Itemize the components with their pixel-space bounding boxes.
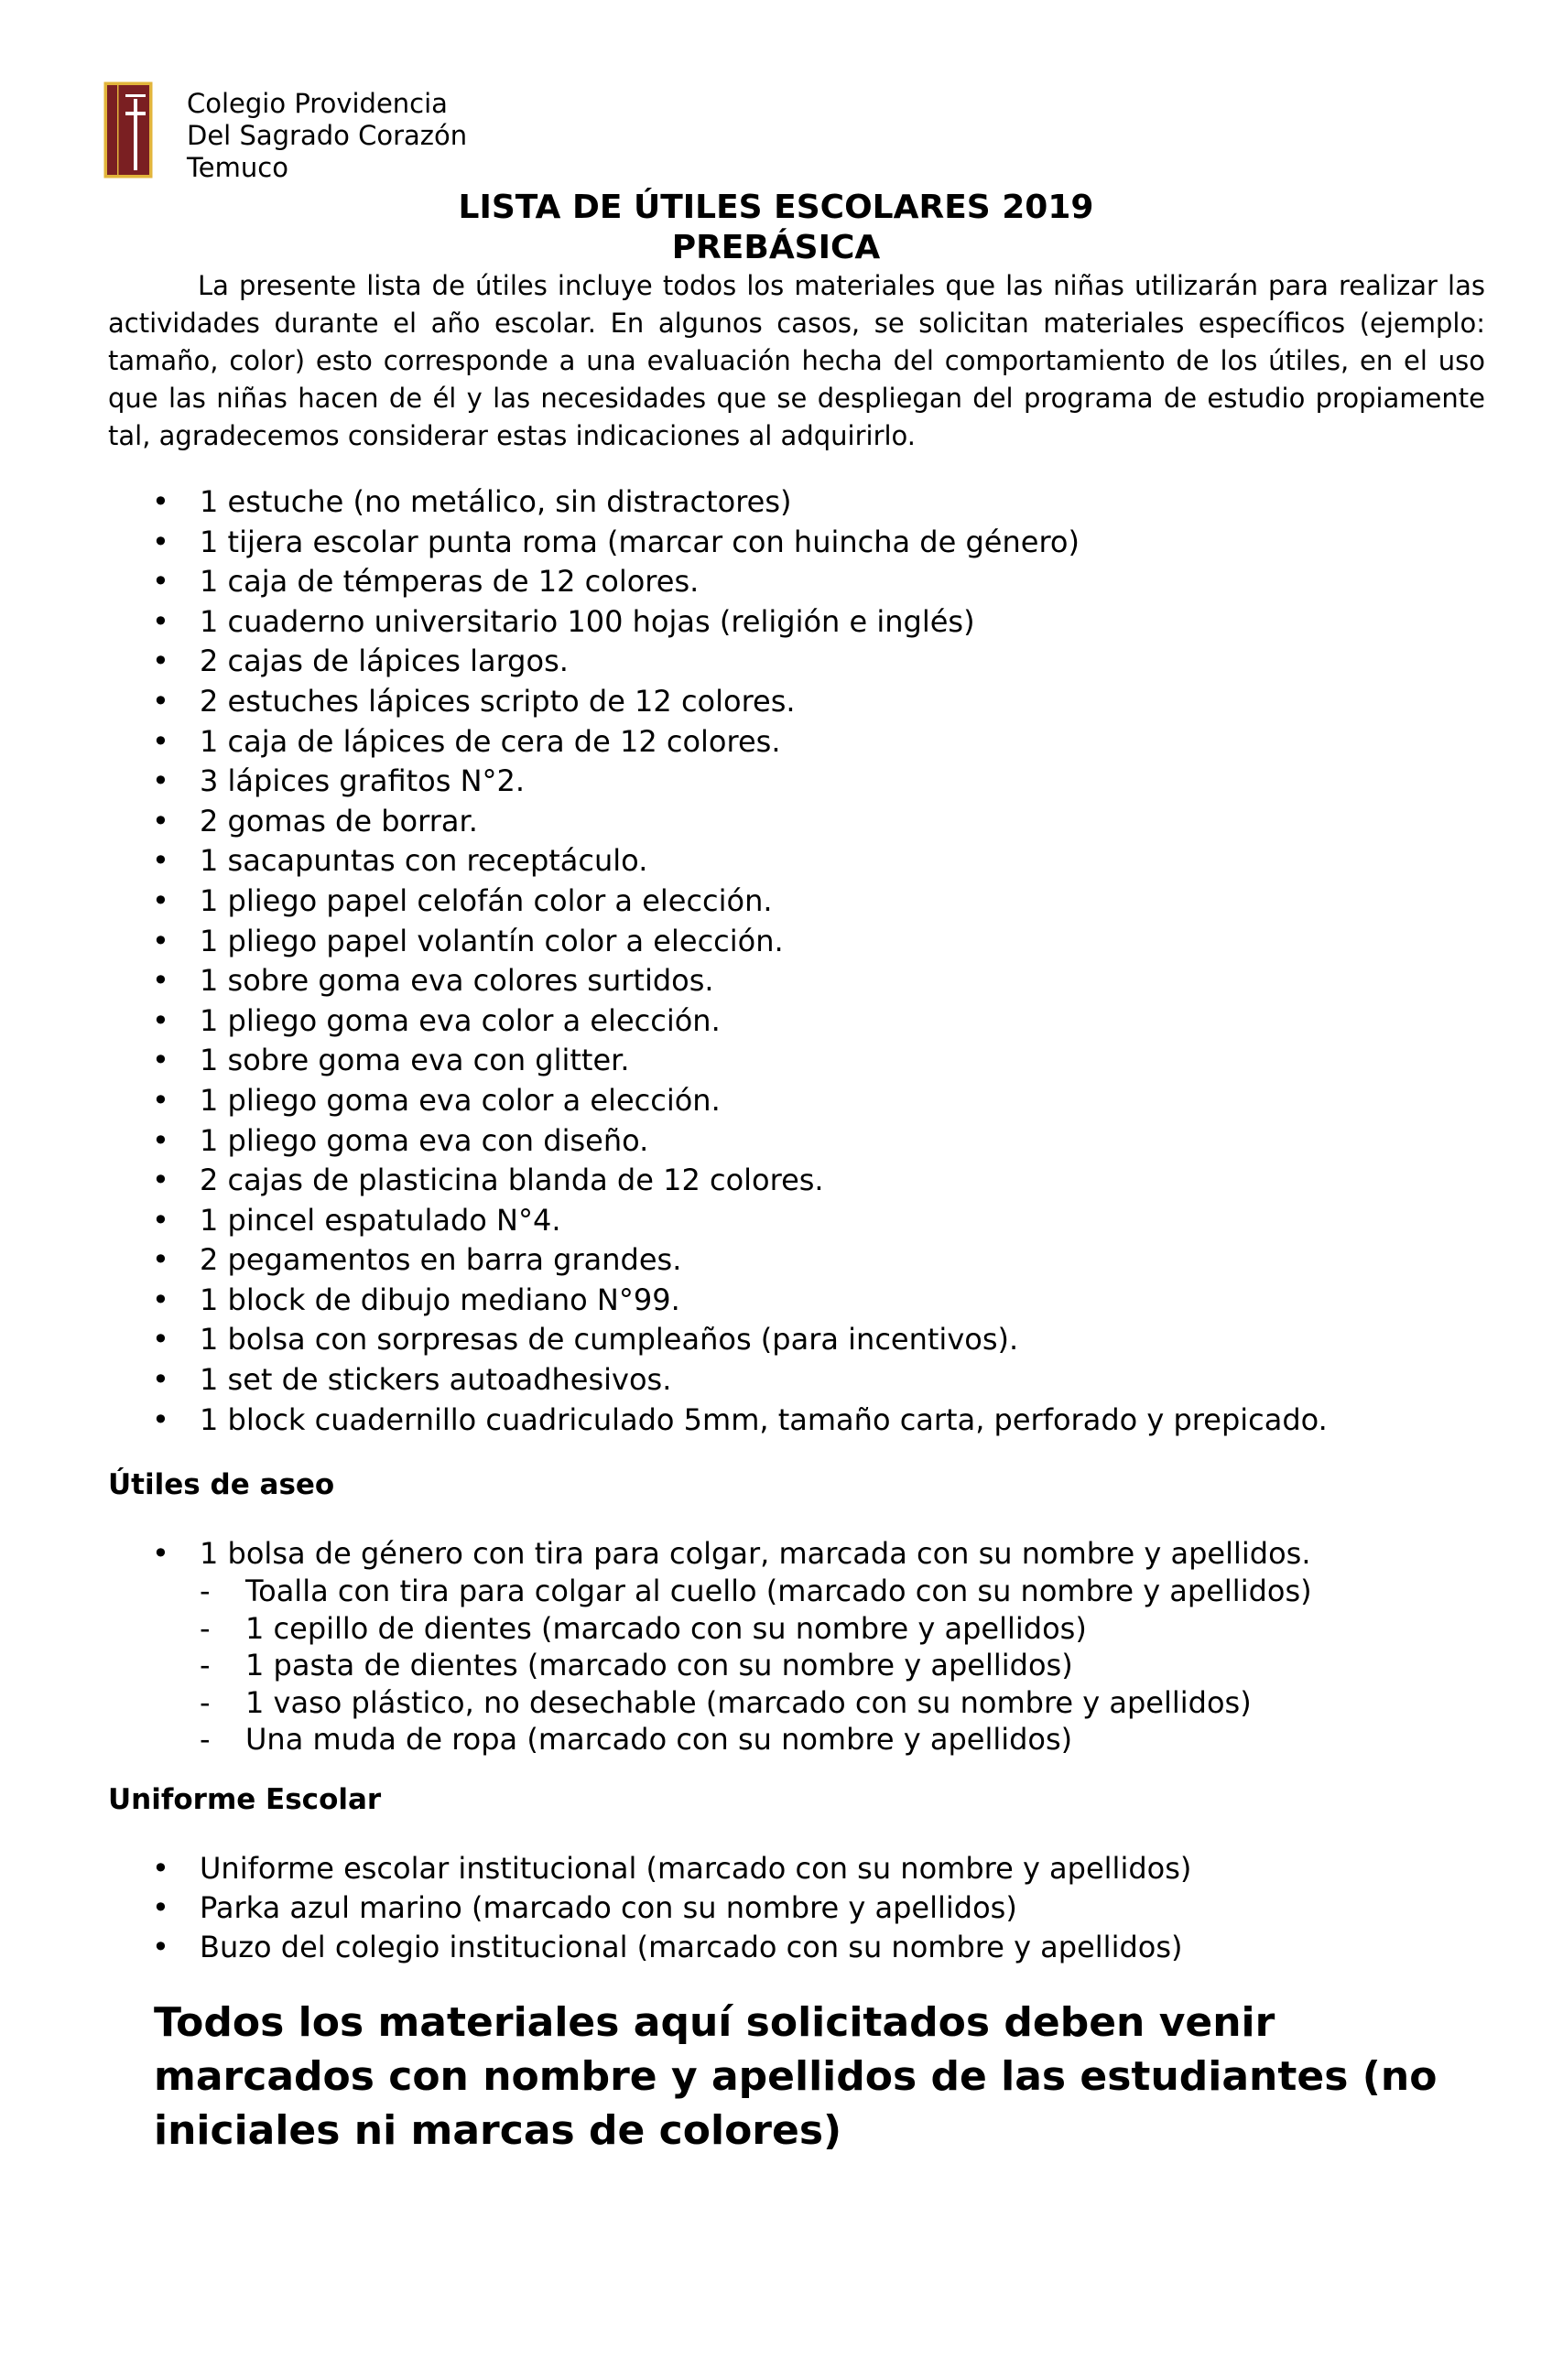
sub-list-item-text: 1 vaso plástico, no desechable (marcado con su nombre y apellidos) (245, 1684, 1252, 1720)
dash-icon: - (200, 1722, 211, 1757)
list-item (0, 961, 1328, 1001)
school-crest-logo (103, 81, 154, 179)
bullet-icon: • (152, 564, 169, 600)
list-item-text: 2 gomas de borrar. (200, 803, 478, 838)
bullet-icon: • (152, 1282, 169, 1317)
bullet-icon: • (152, 1202, 169, 1238)
list-item (0, 1281, 1328, 1321)
list-item (0, 1401, 1328, 1441)
bullet-icon: • (152, 524, 169, 559)
school-name-line-1: Colegio Providencia (187, 88, 448, 119)
list-item (0, 1320, 1328, 1360)
list-item-text: 1 pliego goma eva color a elección. (200, 1082, 721, 1118)
list-item-text: 1 caja de témperas de 12 colores. (200, 564, 700, 600)
list-item-text: Uniforme escolar institucional (marcado con su nombre y apellidos) (200, 1851, 1192, 1886)
list-item (0, 1081, 1328, 1121)
bullet-icon: • (152, 1851, 169, 1886)
list-item (0, 1041, 1328, 1081)
bullet-icon: • (152, 1890, 169, 1925)
dash-icon: - (200, 1574, 211, 1608)
list-item-text: 1 sacapuntas con receptáculo. (200, 843, 648, 879)
list-item-text: 2 cajas de plasticina blanda de 12 colores. (200, 1163, 824, 1198)
list-item-text: 1 pliego goma eva color a elección. (200, 1002, 721, 1038)
sub-list-item (0, 1647, 1312, 1684)
list-item-text: 1 tijera escolar punta roma (marcar con huincha de género) (200, 524, 1080, 559)
section-heading-aseo: Útiles de aseo (108, 1468, 335, 1501)
intro-text: La presente lista de útiles incluye todos los materiales que las niñas utilizarán para realizar las actividades durante el año escolar. En algunos casos, se solicitan materiales específicos (ejemplo: tamaño, color) esto corresponde a una evaluación hecha del comportamiento de los útiles, en el uso que las niñas hacen de él y las necesidades que se despliegan del programa de estudio propiamente tal, agradecemos considerar estas indicaciones al adquirirlo. (108, 270, 1485, 451)
list-item (0, 1121, 1328, 1162)
list-item (0, 642, 1328, 682)
list-item-text: Parka azul marino (marcado con su nombre y apellidos) (200, 1890, 1017, 1925)
bullet-icon: • (152, 1002, 169, 1038)
list-item (0, 1360, 1328, 1401)
document-subtitle: PREBÁSICA (671, 229, 881, 266)
list-item (0, 762, 1328, 802)
bullet-icon: • (152, 843, 169, 879)
sub-list-item (0, 1573, 1312, 1610)
list-item-text: 1 pliego goma eva con diseño. (200, 1122, 649, 1158)
list-item (0, 562, 1328, 602)
bullet-icon: • (152, 803, 169, 838)
list-item (0, 482, 1328, 523)
bullet-icon: • (152, 882, 169, 918)
dash-icon: - (200, 1684, 211, 1720)
sub-list-item-text: Toalla con tira para colgar al cuello (marcado con su nombre y apellidos) (245, 1574, 1312, 1608)
bullet-icon: • (152, 644, 169, 679)
intro-paragraph (108, 267, 1485, 455)
bullet-icon: • (152, 1930, 169, 1964)
bullet-icon: • (152, 603, 169, 639)
list-item-text: 1 sobre goma eva con glitter. (200, 1043, 630, 1078)
sub-list-item (0, 1610, 1312, 1648)
list-item-text: 1 pliego papel celofán color a elección. (200, 882, 773, 918)
list-item-text: 1 caja de lápices de cera de 12 colores. (200, 723, 781, 759)
list-item-text: 1 pincel espatulado N°4. (200, 1202, 561, 1238)
list-item-text: 1 estuche (no metálico, sin distractores) (200, 484, 792, 519)
list-item-text: 1 bolsa de género con tira para colgar, marcada con su nombre y apellidos. (200, 1536, 1311, 1571)
bullet-icon: • (152, 1122, 169, 1158)
list-item (0, 1928, 1191, 1967)
bullet-icon: • (152, 1401, 169, 1437)
bullet-icon: • (152, 1043, 169, 1078)
list-item (0, 602, 1328, 643)
list-item-text: 1 block de dibujo mediano N°99. (200, 1282, 680, 1317)
list-item-text: 1 block cuadernillo cuadriculado 5mm, tamaño carta, perforado y prepicado. (200, 1401, 1328, 1437)
school-name-line-2: Del Sagrado Corazón (187, 120, 468, 151)
sub-list-item-text: Una muda de ropa (marcado con su nombre y apellidos) (245, 1722, 1073, 1757)
bullet-icon: • (152, 1322, 169, 1358)
bullet-icon: • (152, 1536, 169, 1571)
section-heading-uniforme: Uniforme Escolar (108, 1783, 382, 1816)
list-item (0, 882, 1328, 922)
bullet-icon: • (152, 763, 169, 799)
list-item-text: Buzo del colegio institucional (marcado con su nombre y apellidos) (200, 1930, 1183, 1964)
list-item-text: 2 estuches lápices scripto de 12 colores. (200, 683, 796, 719)
aseo-list (0, 1534, 1311, 1573)
bullet-icon: • (152, 723, 169, 759)
list-item-text: 3 lápices grafitos N°2. (200, 763, 526, 799)
aseo-subitems-list (0, 1573, 1312, 1758)
sub-list-item (0, 1721, 1312, 1758)
document-title: LISTA DE ÚTILES ESCOLARES 2019 (458, 189, 1094, 226)
list-item-text: 2 cajas de lápices largos. (200, 644, 569, 679)
list-item (0, 1161, 1328, 1201)
bullet-icon: • (152, 963, 169, 999)
dash-icon: - (200, 1610, 211, 1646)
list-item (0, 1849, 1191, 1888)
list-item (0, 802, 1328, 842)
list-item-text: 1 bolsa con sorpresas de cumpleaños (para incentivos). (200, 1322, 1019, 1358)
bullet-icon: • (152, 484, 169, 519)
bullet-icon: • (152, 923, 169, 958)
list-item (0, 1240, 1328, 1281)
list-item (0, 841, 1328, 882)
sub-list-item (0, 1684, 1312, 1722)
closing-note: Todos los materiales aquí solicitados deben venir marcados con nombre y apellidos de las estudiantes (no iniciales ni marcas de colores) (154, 1999, 1438, 2154)
list-item-text: 2 pegamentos en barra grandes. (200, 1242, 682, 1278)
list-item-text: 1 cuaderno universitario 100 hojas (religión e inglés) (200, 603, 975, 639)
school-name-block (187, 88, 467, 184)
list-item-text: 1 set de stickers autoadhesivos. (200, 1362, 672, 1398)
list-item (0, 722, 1328, 763)
sub-list-item-text: 1 cepillo de dientes (marcado con su nombre y apellidos) (245, 1610, 1087, 1646)
bullet-icon: • (152, 683, 169, 719)
sub-list-item-text: 1 pasta de dientes (marcado con su nombre y apellidos) (245, 1648, 1073, 1682)
list-item-text: 1 sobre goma eva colores surtidos. (200, 963, 714, 999)
list-item-text: 1 pliego papel volantín color a elección. (200, 923, 784, 958)
dash-icon: - (200, 1648, 211, 1682)
school-city: Temuco (187, 152, 288, 183)
list-item (0, 523, 1328, 563)
list-item (0, 1888, 1191, 1928)
list-item (0, 1534, 1311, 1573)
bullet-icon: • (152, 1082, 169, 1118)
bullet-icon: • (152, 1242, 169, 1278)
bullet-icon: • (152, 1362, 169, 1398)
uniforme-list (0, 1849, 1191, 1967)
list-item (0, 1201, 1328, 1241)
materials-list (0, 482, 1328, 1440)
list-item (0, 922, 1328, 962)
list-item (0, 682, 1328, 722)
list-item (0, 1001, 1328, 1042)
bullet-icon: • (152, 1163, 169, 1198)
